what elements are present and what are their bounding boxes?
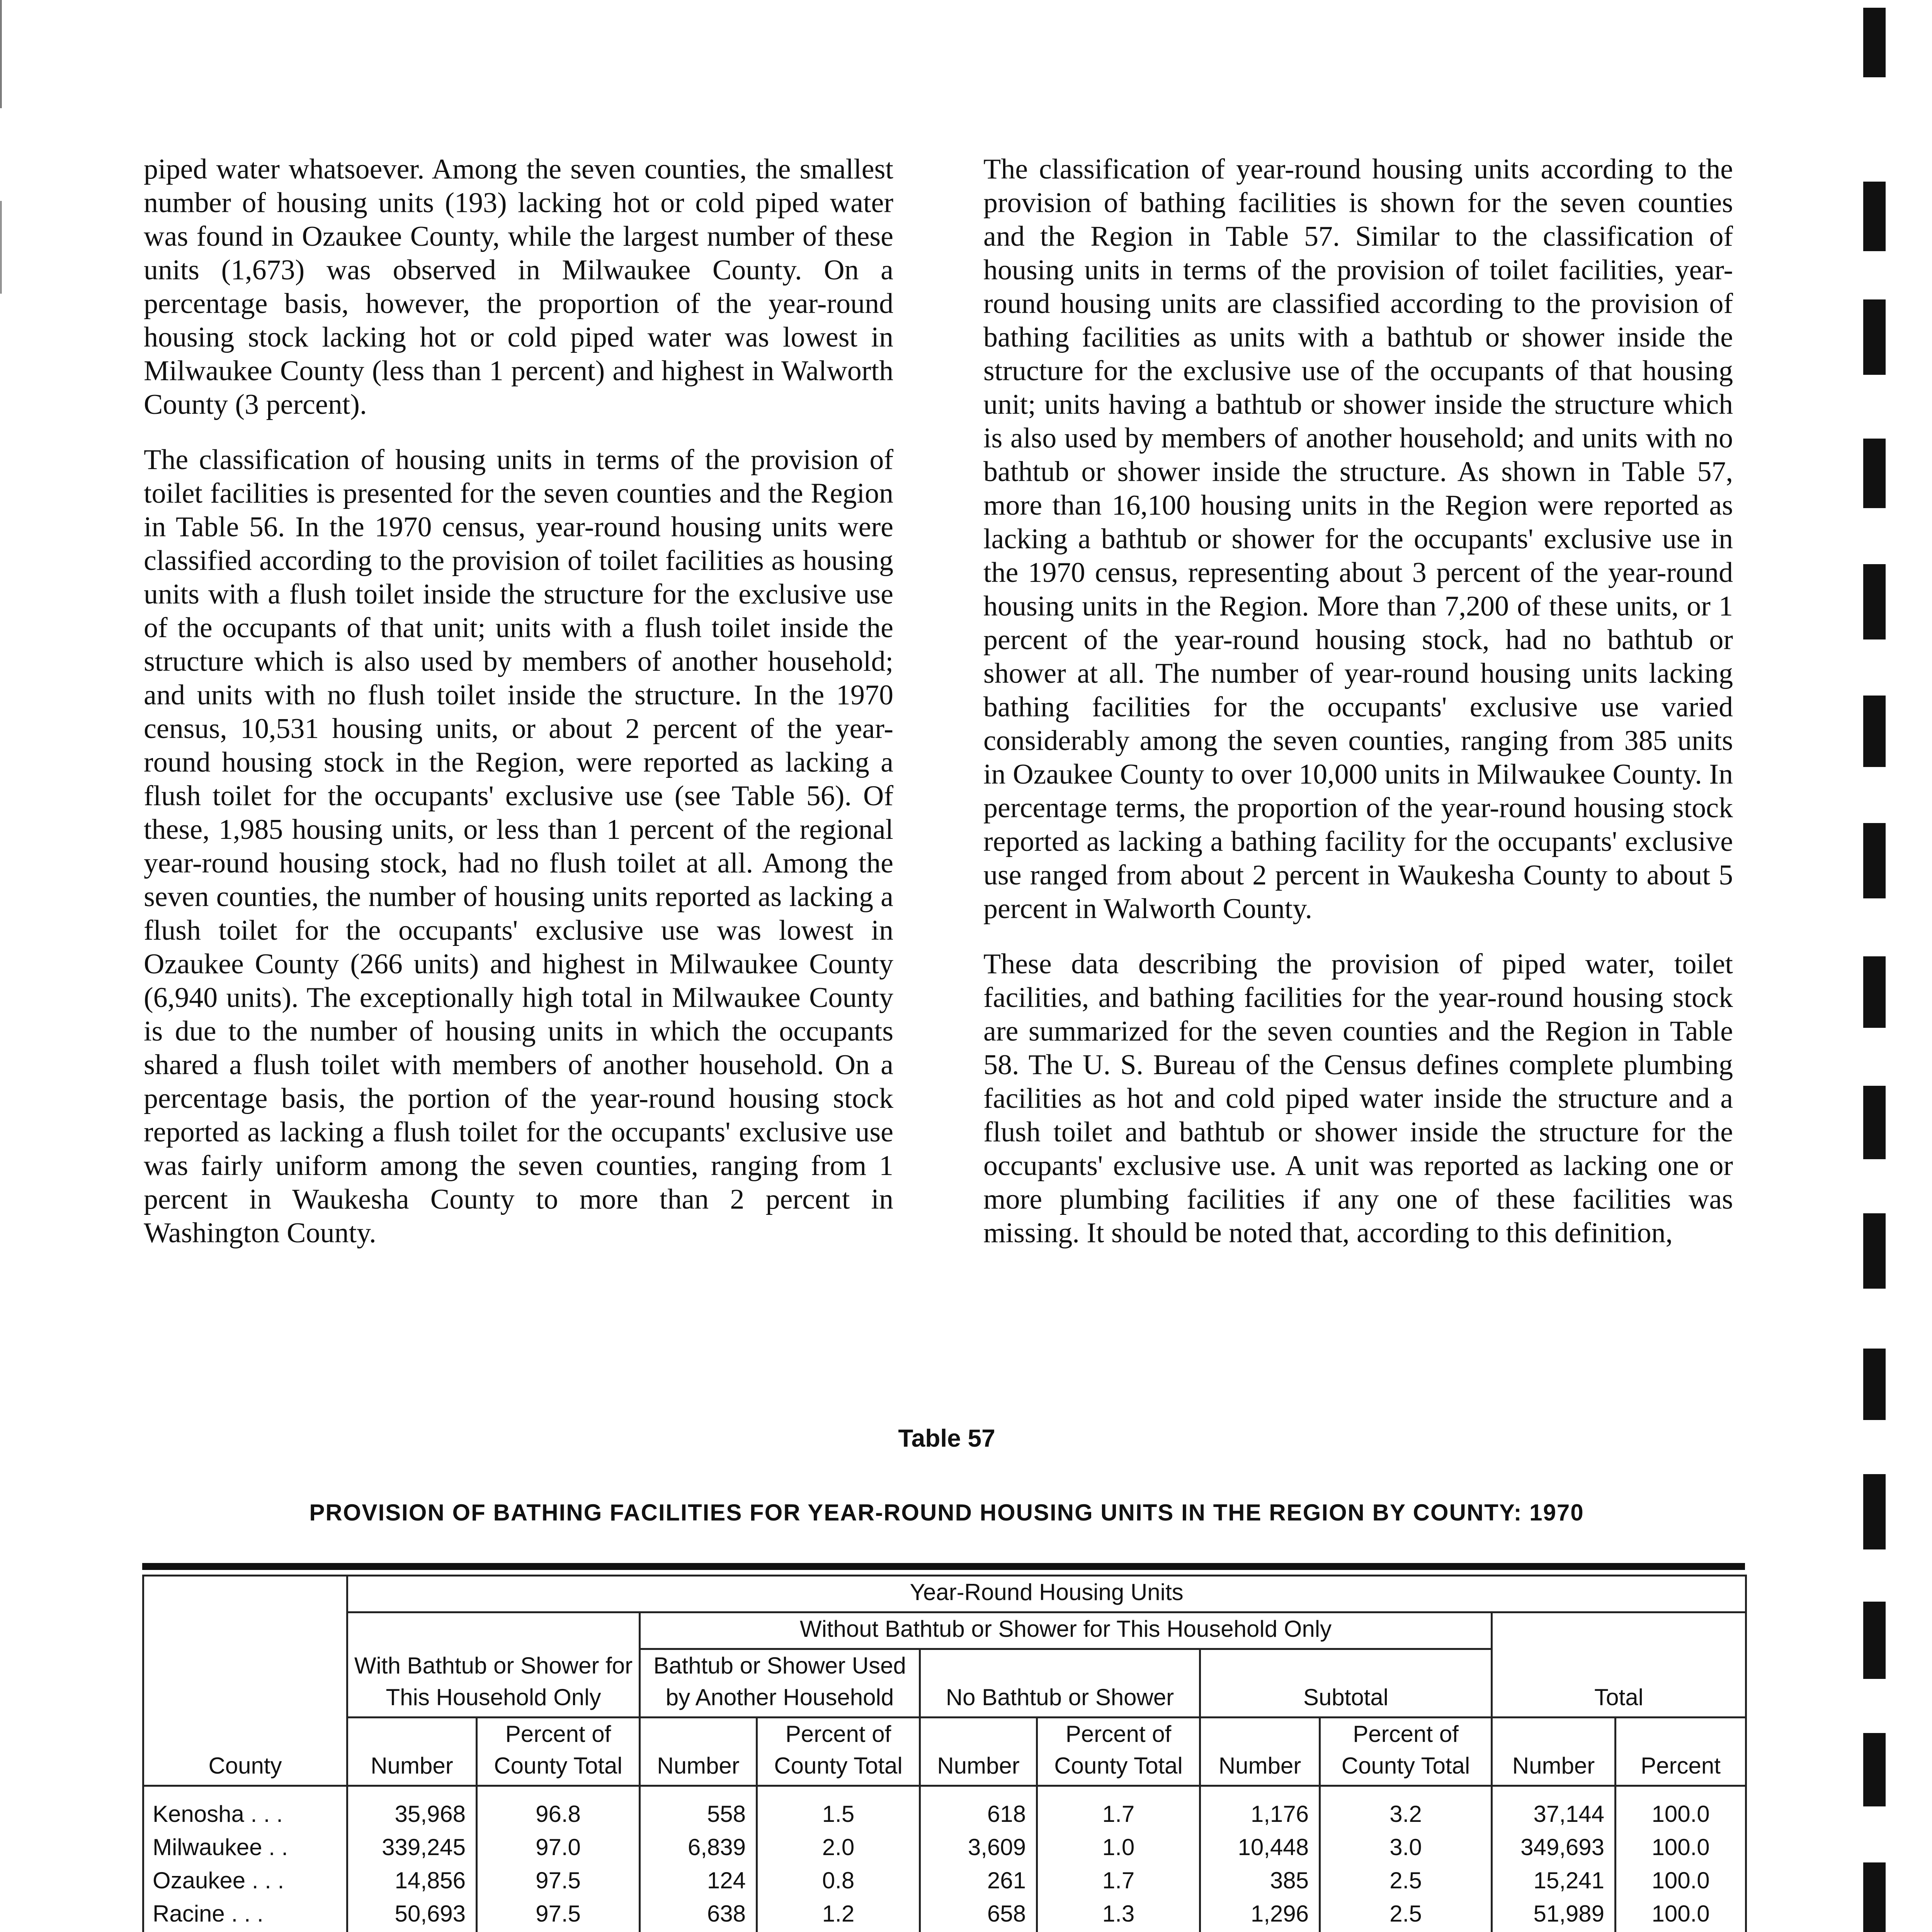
header-percent-of-county-total: Percent of County Total [477,1718,640,1786]
cell-none-number: 261 [920,1864,1037,1897]
registration-mark [1863,1602,1886,1679]
header-year-round-housing-units: Year-Round Housing Units [347,1576,1746,1612]
header-number: Number [1200,1718,1320,1786]
county-name: Kenosha . . . [143,1786,347,1831]
header-number: Number [920,1718,1037,1786]
registration-mark [1863,1349,1886,1420]
right-text-column [983,153,1733,1272]
table-label: Table 57 [898,1424,995,1452]
cell-subtotal-number: 10,448 [1200,1831,1320,1864]
cell-with-number: 339,245 [347,1831,477,1864]
cell-shared-percent: 1.5 [757,1786,920,1831]
cell-none-percent: 1.0 [1037,1831,1200,1864]
cell-total-number: 37,144 [1492,1786,1616,1831]
cell-total-number: 15,241 [1492,1864,1616,1897]
cell-subtotal-number [1200,1930,1320,1932]
table-row [143,1864,1746,1897]
table-top-rule [142,1563,1745,1570]
bathing-facilities-table [142,1575,1745,1932]
cell-none-percent: 1.3 [1037,1897,1200,1930]
header-without-bathtub: Without Bathtub or Shower for This Household Only [640,1612,1492,1649]
county-name: Milwaukee . . [143,1831,347,1864]
cell-shared-percent: 0.8 [757,1864,920,1897]
cell-shared-percent: 1.2 [757,1897,920,1930]
registration-mark [1863,1213,1886,1289]
table-row [143,1897,1746,1930]
registration-mark [1863,696,1886,767]
paragraph: These data describing the provision of piped water, toilet facilities, and bathing facilities for the year-round housing stock are summarized for the seven counties and the Region in Table 58. The U. S. Bureau of the Census defines complete plumbing facilities as hot and cold piped water inside the structure and a flush toilet and bathtub or shower inside the structure for the occupants' exclusive use. A unit was reported as lacking one or more plumbing facilities if any one of these facilities was missing. It should be noted that, according to this definition, [983,948,1733,1249]
header-percent: Percent [1616,1718,1746,1786]
cell-subtotal-percent [1320,1930,1492,1932]
cell-total-percent: 100.0 [1616,1864,1746,1897]
cell-shared-percent [757,1930,920,1932]
header-with-bathtub: With Bathtub or Shower for This Household Only [347,1612,640,1718]
registration-mark [1863,1474,1886,1549]
cell-subtotal-percent: 2.5 [1320,1897,1492,1930]
registration-mark [1863,439,1886,508]
cell-with-percent: 96.8 [477,1786,640,1831]
cell-none-number: 658 [920,1897,1037,1930]
cell-shared-percent: 2.0 [757,1831,920,1864]
left-text-column [144,153,893,1272]
county-name: Racine . . . [143,1897,347,1930]
cell-total-number [1492,1930,1616,1932]
cell-total-percent [1616,1930,1746,1932]
registration-mark [1863,299,1886,375]
cell-with-number: 14,856 [347,1864,477,1897]
cell-total-percent: 100.0 [1616,1831,1746,1864]
cell-shared-number: 558 [640,1786,757,1831]
paragraph: The classification of year-round housing units according to the provision of bathing facilities is shown for the seven counties and the Region in Table 57. Similar to the classification of housing units in terms of the provision of toilet facilities, year-round housing units are classified according to the provision of bathing facilities as units with a bathtub or shower inside the structure for the exclusive use of the occupants of that housing unit; units having a bathtub or shower inside the structure which is also used by members of another household; and units with no bathtub or shower inside the structure. As shown in Table 57, more than 16,100 housing units in the Region were reported as lacking a bathtub or shower for the occupants' exclusive use in the 1970 census, representing about 3 percent of the year-round housing units in the Region. More than 7,200 of these units, or 1 percent of the year-round housing stock, had no bathtub or shower at all. The number of year-round housing units lacking bathing facilities for the occupants' exclusive use varied considerably among the seven counties, ranging from 385 units in Ozaukee County to over 10,000 units in Milwaukee County. In percentage terms, the proportion of the year-round housing stock reported as lacking a bathing facility for the occupants' exclusive use ranged from about 2 percent in Waukesha County to about 5 percent in Walworth County. [983,153,1733,925]
header-number: Number [347,1718,477,1786]
header-number: Number [640,1718,757,1786]
county-rows [143,1786,1746,1932]
scan-edge-line [0,0,2,294]
registration-mark [1863,182,1886,251]
header-percent-of-county-total: Percent of County Total [1320,1718,1492,1786]
header-no-bathtub: No Bathtub or Shower [920,1649,1200,1718]
header-shared: Bathtub or Shower Used by Another Household [640,1649,920,1718]
registration-mark [1863,1086,1886,1159]
cell-subtotal-percent: 3.2 [1320,1786,1492,1831]
cell-with-percent: 97.0 [477,1831,640,1864]
cell-shared-number: 124 [640,1864,757,1897]
cell-none-percent: 1.7 [1037,1864,1200,1897]
cell-with-percent: 97.5 [477,1897,640,1930]
cell-none-number: 618 [920,1786,1037,1831]
cell-subtotal-number: 1,296 [1200,1897,1320,1930]
cell-shared-number: 638 [640,1897,757,1930]
registration-mark [1863,564,1886,639]
table-row [143,1930,1746,1932]
cell-with-number [347,1930,477,1932]
cell-total-percent: 100.0 [1616,1786,1746,1831]
table-title: PROVISION OF BATHING FACILITIES FOR YEAR-ROUND HOUSING UNITS IN THE REGION BY COUNTY: 1970 [309,1500,1584,1526]
cell-with-percent: 97.5 [477,1864,640,1897]
header-total: Total [1492,1612,1746,1718]
registration-mark [1863,8,1886,77]
table-row [143,1831,1746,1864]
cell-subtotal-percent: 3.0 [1320,1831,1492,1864]
cell-subtotal-percent: 2.5 [1320,1864,1492,1897]
cell-subtotal-number: 385 [1200,1864,1320,1897]
cell-none-percent: 1.7 [1037,1786,1200,1831]
table-row [143,1786,1746,1831]
paragraph: The classification of housing units in terms of the provision of toilet facilities is presented for the seven counties and the Region in Table 56. In the 1970 census, year-round housing units were classified according to the provision of toilet facilities as housing units with a flush toilet inside the structure for the exclusive use of the occupants of that unit; units with a flush toilet inside the structure which is also used by members of another household; and units with no flush toilet inside the structure. In the 1970 census, 10,531 housing units, or about 2 percent of the year-round housing stock in the Region, were reported as lacking a flush toilet for the occupants' exclusive use (see Table 56). Of these, 1,985 housing units, or less than 1 percent of the regional year-round housing stock, had no flush toilet at all. Among the seven counties, the number of housing units reported as lacking a flush toilet for the occupants' exclusive use was lowest in Ozaukee County (266 units) and highest in Milwaukee County (6,940 units). The exceptionally high total in Milwaukee County is due to the number of housing units in which the occupants shared a flush toilet with members of another household. On a percentage basis, the portion of the year-round housing stock reported as lacking a flush toilet for the occupants' exclusive use was fairly uniform among the seven counties, ranging from 1 percent in Waukesha County to more than 2 percent in Washington County. [144,444,893,1249]
registration-mark [1863,956,1886,1028]
cell-total-number: 51,989 [1492,1897,1616,1930]
cell-total-percent: 100.0 [1616,1897,1746,1930]
cell-shared-number [640,1930,757,1932]
cell-with-number: 50,693 [347,1897,477,1930]
header-percent-of-county-total: Percent of County Total [1037,1718,1200,1786]
cell-shared-number: 6,839 [640,1831,757,1864]
cell-subtotal-number: 1,176 [1200,1786,1320,1831]
county-name [143,1930,347,1932]
cell-none-percent [1037,1930,1200,1932]
registration-mark [1863,1733,1886,1806]
cell-with-percent [477,1930,640,1932]
header-subtotal: Subtotal [1200,1649,1492,1718]
header-number: Number [1492,1718,1616,1786]
registration-mark [1863,823,1886,898]
cell-none-number [920,1930,1037,1932]
cell-with-number: 35,968 [347,1786,477,1831]
header-percent-of-county-total: Percent of County Total [757,1718,920,1786]
registration-mark [1863,1862,1886,1932]
cell-total-number: 349,693 [1492,1831,1616,1864]
county-name: Ozaukee . . . [143,1864,347,1897]
county-header: County [143,1576,347,1786]
cell-none-number: 3,609 [920,1831,1037,1864]
paragraph: piped water whatsoever. Among the seven counties, the smallest number of housing units (193) lacking hot or cold piped water was found in Ozaukee County, while the largest number of these units (1,673) was observed in Milwaukee County. On a percentage basis, however, the proportion of the year-round housing stock lacking hot or cold piped water was lowest in Milwaukee County (less than 1 percent) and highest in Walworth County (3 percent). [144,153,893,420]
